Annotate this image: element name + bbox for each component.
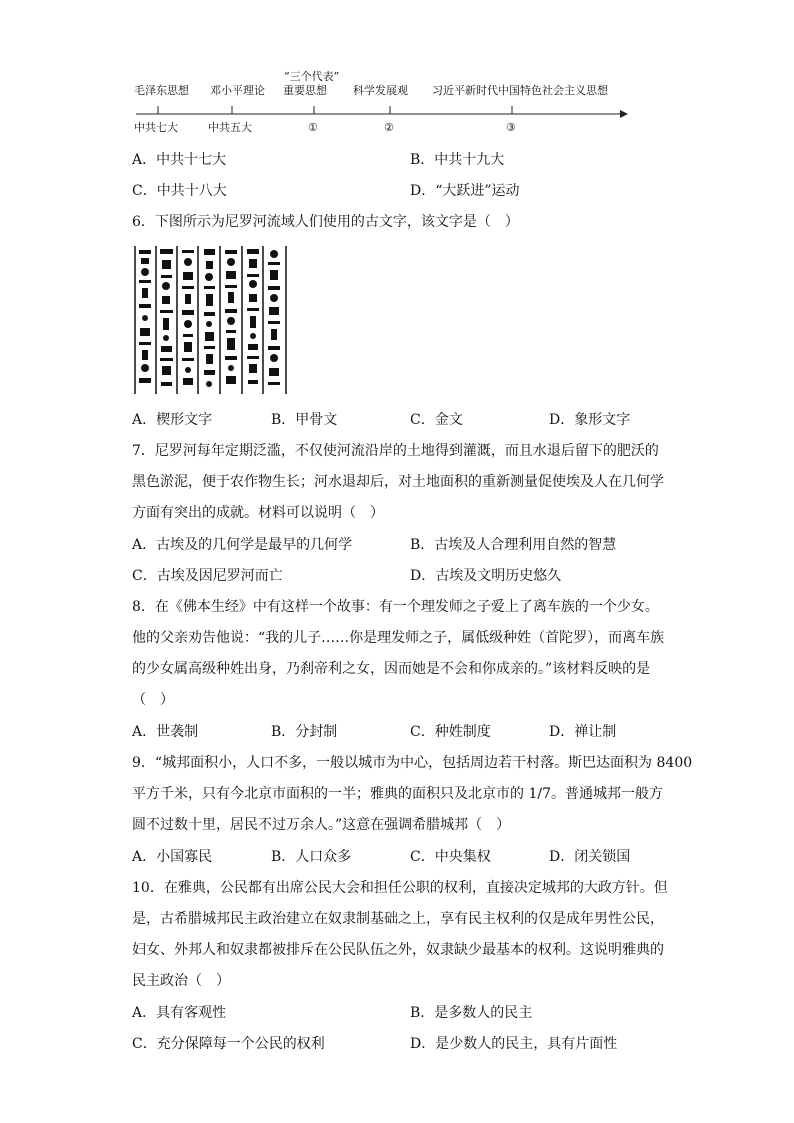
q8-stem-line-2: 他的父亲劝告他说：“我的儿子……你是理发师之子，属低级种姓（首陀罗），而离车族 — [132, 630, 665, 646]
q6-option-d: D．象形文字 — [549, 412, 631, 428]
timeline-label-deng: 邓小平理论 — [210, 84, 265, 97]
q7-stem-line-3: 方面有突出的成就。材料可以说明（ ） — [132, 505, 384, 521]
q10-stem-line-3: 妇女、外邦人和奴隶都被排斥在公民队伍之外，奴隶缺少最基本的权利。这说明雅典的 — [132, 942, 664, 958]
q8-option-b: B．分封制 — [271, 724, 338, 740]
q9-stem-line-2: 平方千米，只有今北京市面积的一半；雅典的面积只及北京市的 1/7。普通城邦一般方 — [132, 786, 663, 802]
timeline-label-three-represents-a: “三个代表” — [284, 70, 340, 83]
q6-stem: 6．下图所示为尼罗河流域人们使用的古文字，该文字是（ ） — [132, 214, 519, 230]
q10-option-a: A．具有客观性 — [132, 1005, 227, 1021]
q9-stem-line-1: 9．“城邦面积小，人口不多，一般以城市为中心，包括周边若干村落。斯巴达面积为 8400 — [132, 755, 693, 771]
q8-option-a: A．世袭制 — [132, 724, 199, 740]
q9-option-b: B．人口众多 — [271, 849, 352, 865]
q10-option-b: B．是多数人的民主 — [410, 1005, 533, 1021]
q9-option-c: C．中央集权 — [410, 849, 491, 865]
q7-stem-line-2: 黑色淤泥，便于农作物生长；河水退却后，对土地面积的重新测量促使埃及人在几何学 — [132, 474, 664, 490]
q8-option-c: C．种姓制度 — [410, 724, 491, 740]
timeline-bottom-5th: 中共五大 — [208, 121, 252, 134]
q6-option-c: C．金文 — [410, 412, 463, 428]
timeline-arrow — [620, 110, 628, 118]
timeline-bottom-marker-2: ② — [384, 121, 394, 134]
hieroglyph-image — [134, 244, 288, 396]
q10-stem-line-1: 10．在雅典，公民都有出席公民大会和担任公职的权利，直接决定城邦的大政方针。但 — [132, 880, 668, 896]
q7-option-b: B．古埃及人合理利用自然的智慧 — [410, 537, 617, 553]
q10-option-d: D．是少数人的民主，具有片面性 — [410, 1036, 618, 1052]
q7-option-d: D．古埃及文明历史悠久 — [410, 568, 562, 584]
timeline-label-xi-thought: 习近平新时代中国特色社会主义思想 — [432, 84, 608, 97]
q8-option-d: D．禅让制 — [549, 724, 617, 740]
q10-stem-line-2: 是，古希腊城邦民主政治建立在奴隶制基础之上，享有民主权利的仅是成年男性公民， — [132, 911, 664, 927]
timeline-label-mao: 毛泽东思想 — [134, 84, 189, 97]
q7-stem-line-1: 7．尼罗河每年定期泛滥，不仅使河流沿岸的土地得到灌溉，而且水退后留下的肥沃的 — [132, 443, 659, 459]
timeline-bottom-marker-1: ① — [308, 121, 318, 134]
q10-stem-line-4: 民主政治（ ） — [132, 973, 230, 989]
q6-option-a: A．楔形文字 — [132, 412, 213, 428]
q5-option-a: A．中共十七大 — [132, 152, 227, 168]
timeline-label-scientific-outlook: 科学发展观 — [353, 84, 408, 97]
timeline-label-three-represents-b: 重要思想 — [283, 84, 327, 97]
q7-option-c: C．古埃及因尼罗河而亡 — [132, 568, 283, 584]
q9-option-a: A．小国寡民 — [132, 849, 213, 865]
timeline — [0, 0, 794, 140]
q5-option-c: C．中共十八大 — [132, 183, 227, 199]
q9-stem-line-3: 圆不过数十里，居民不过万余人。”这意在强调希腊城邦（ ） — [132, 817, 511, 833]
timeline-bottom-marker-3: ③ — [506, 121, 516, 134]
q9-option-d: D．闭关锁国 — [549, 849, 631, 865]
q7-option-a: A．古埃及的几何学是最早的几何学 — [132, 537, 353, 553]
q5-option-b: B．中共十九大 — [410, 152, 505, 168]
q8-stem-line-1: 8．在《佛本生经》中有这样一个故事：有一个理发师之子爱上了离车族的一个少女。 — [132, 599, 659, 615]
q10-option-c: C．充分保障每一个公民的权利 — [132, 1036, 325, 1052]
timeline-bottom-7th: 中共七大 — [134, 121, 178, 134]
q8-stem-line-3: 的少女属高级种姓出身，乃刹帝利之女，因而她是不会和你成亲的。”该材料反映的是 — [132, 661, 651, 677]
q6-option-b: B．甲骨文 — [271, 412, 338, 428]
q5-option-d: D．“大跃进”运动 — [410, 183, 520, 199]
q8-stem-line-4: （ ） — [132, 692, 174, 708]
